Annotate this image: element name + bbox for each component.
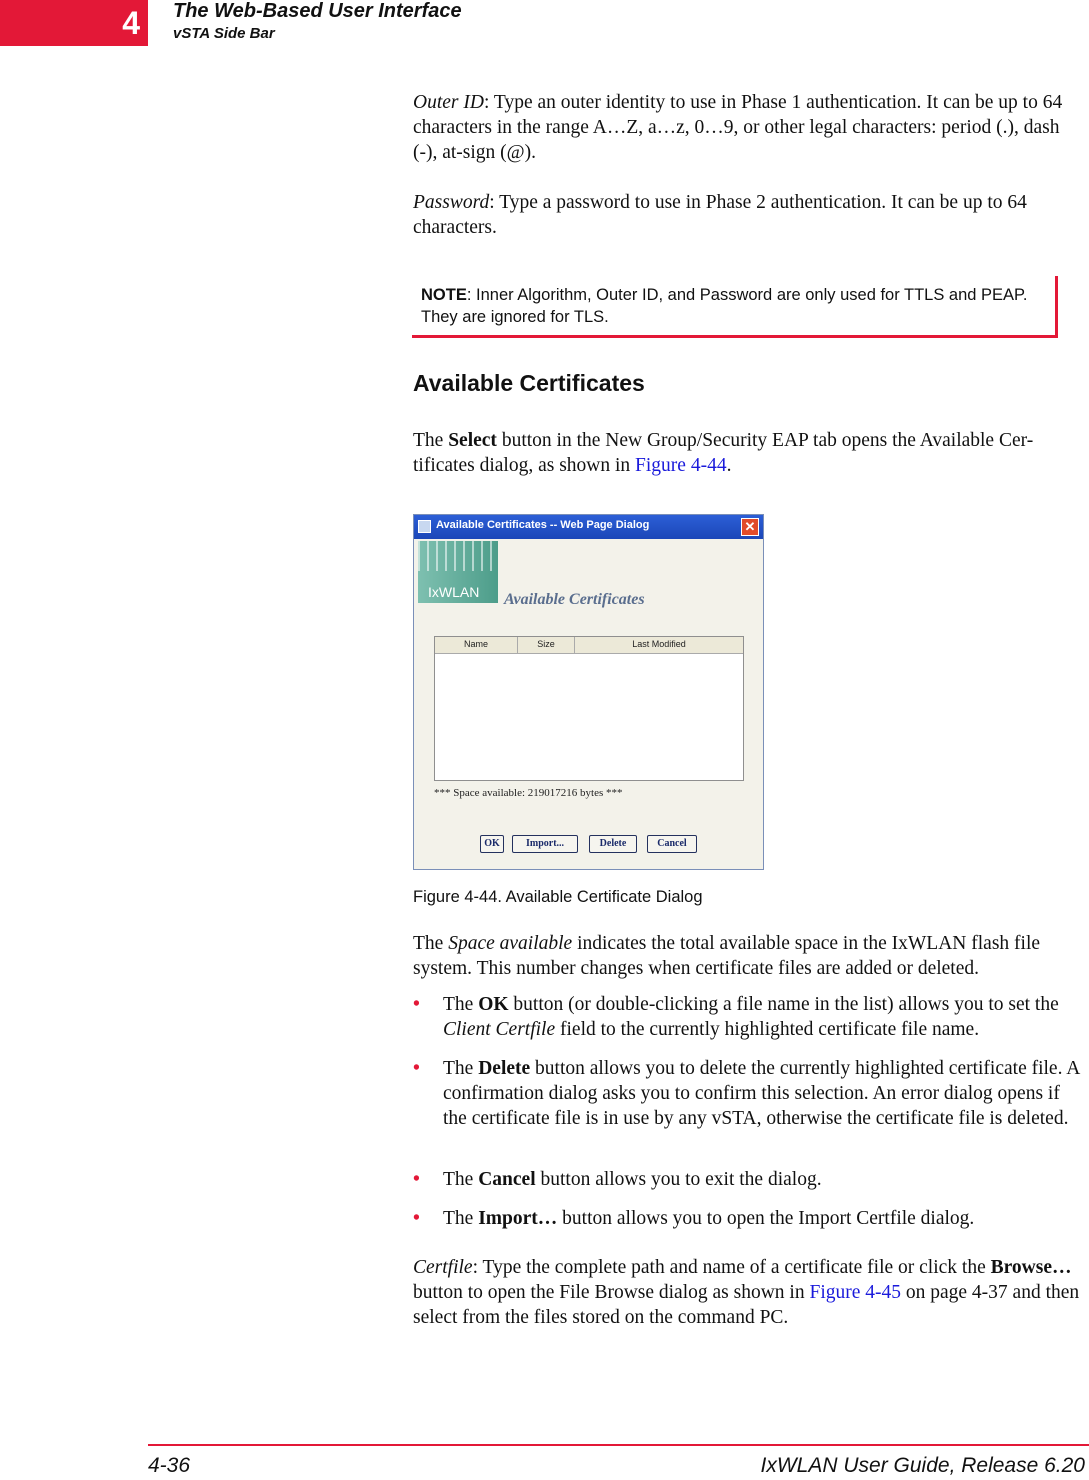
bullet-icon: • xyxy=(413,1169,420,1190)
import-button[interactable]: Import... xyxy=(512,835,578,853)
figure-link[interactable]: Figure 4-44 xyxy=(635,455,727,476)
certfile-term: Certfile xyxy=(413,1257,473,1278)
bullet-icon: • xyxy=(413,1058,420,1079)
bullet-text: The Delete button allows you to delete the currently highlighted certificate file. A confirmation dialog asks you to confirm this selection. An error dialog opens if the certificate file is in use by any vSTA, otherwise the certificate file is deleted. xyxy=(443,1058,1080,1129)
bullet-text: The OK button (or double-clicking a file name in the list) allows you to set the Client Certfile field to the currently highlighted certificate file name. xyxy=(443,994,1059,1040)
password-term: Password xyxy=(413,192,490,213)
dialog-titlebar xyxy=(414,515,763,539)
note-box xyxy=(412,276,1058,338)
intro-text-1: The xyxy=(413,430,449,451)
logo-text: IxWLAN xyxy=(428,584,480,600)
dialog-heading: Available Certificates xyxy=(504,591,645,608)
header-title: The Web-Based User Interface xyxy=(173,0,462,22)
certfile-paragraph: Certfile: Type the complete path and name of a certificate file or click the Browse… button to open the File Browse dialog as shown in Figure 4-45 on page 4-37 and then select from the files stored on the command PC. xyxy=(413,1257,1080,1328)
bullet-icon: • xyxy=(413,994,420,1015)
window-icon xyxy=(418,520,431,533)
space-text-1: The xyxy=(413,933,449,954)
header-subtitle: vSTA Side Bar xyxy=(173,25,275,42)
figure-caption: Figure 4-44. Available Certificate Dialog xyxy=(413,888,703,906)
bullet-text: The Import… button allows you to open the Import Certfile dialog. xyxy=(443,1208,975,1229)
password-paragraph xyxy=(413,190,1085,240)
table-header xyxy=(435,637,743,654)
column-header-last-modified[interactable]: Last Modified xyxy=(632,639,686,649)
certificates-dialog xyxy=(413,514,764,870)
intro-bold: Select xyxy=(448,430,497,451)
note-label: NOTE xyxy=(421,286,467,304)
section-heading: Available Certificates xyxy=(413,370,645,396)
figure-link[interactable]: Figure 4-45 xyxy=(809,1282,901,1303)
close-icon[interactable]: ✕ xyxy=(741,518,759,536)
space-available-text: *** Space available: 219017216 bytes *** xyxy=(434,787,623,799)
bullet-text: The Cancel button allows you to exit the dialog. xyxy=(443,1169,822,1190)
space-available-paragraph xyxy=(413,931,1085,981)
guide-title: IxWLAN User Guide, Release 6.20 xyxy=(760,1454,1085,1477)
password-text: : Type a password to use in Phase 2 authentication. It can be up to 64 characters. xyxy=(413,192,1027,238)
space-term: Space available xyxy=(448,933,573,954)
outer-id-term: Outer ID xyxy=(413,92,484,113)
dialog-title: Available Certificates -- Web Page Dialog xyxy=(436,519,650,531)
intro-text-2: button in the New Group/Security EAP tab opens the Available Cer-tificates dialog, as shown in xyxy=(413,430,1034,476)
page-number: 4-36 xyxy=(148,1454,191,1477)
bullet-icon: • xyxy=(413,1208,420,1229)
outer-id-paragraph xyxy=(413,90,1085,165)
space-text-2: indicates the total available space in the IxWLAN flash file system. This number changes when certificate files are added or deleted. xyxy=(413,933,1041,979)
footer-rule xyxy=(148,1444,1089,1446)
delete-button[interactable]: Delete xyxy=(589,835,637,853)
chapter-tab: 4 xyxy=(0,0,148,46)
logo-stripes xyxy=(418,541,498,571)
certificates-table[interactable] xyxy=(434,636,744,781)
column-header-name[interactable]: Name xyxy=(463,639,488,649)
column-header-size[interactable]: Size xyxy=(537,639,555,649)
cancel-button[interactable]: Cancel xyxy=(647,835,697,853)
intro-text-3: . xyxy=(726,455,732,476)
section-intro xyxy=(413,428,1085,478)
ok-button[interactable]: OK xyxy=(480,835,504,853)
outer-id-text: : Type an outer identity to use in Phase 1 authentication. It can be up to 64 characters in the range A…Z, a…z, 0…9, or other legal characters: period (.), dash (-), at-sign (@). xyxy=(413,92,1063,163)
ixwlan-logo xyxy=(418,541,498,603)
note-text: : Inner Algorithm, Outer ID, and Password are only used for TTLS and PEAP. They are ignored for TLS. xyxy=(421,286,1028,326)
